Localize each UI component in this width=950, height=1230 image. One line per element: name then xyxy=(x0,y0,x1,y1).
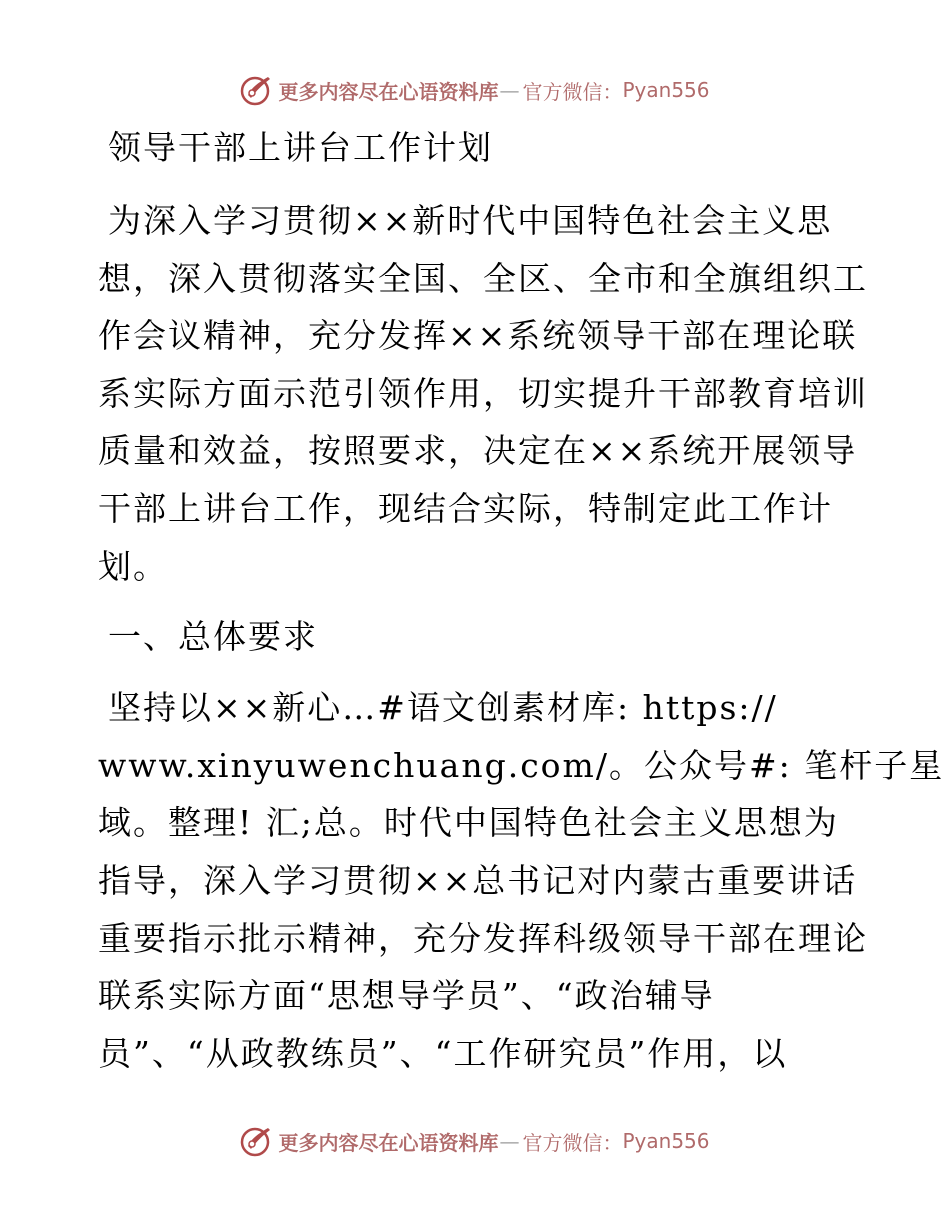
text-line: 质量和效益，按照要求，决定在××系统开展领导 xyxy=(98,431,858,471)
document-body xyxy=(98,120,945,1082)
text-line: 重要指示批示精神，充分发挥科级领导干部在理论 xyxy=(98,918,868,958)
paragraph-intro xyxy=(98,192,868,595)
pen-logo-icon xyxy=(240,1124,274,1158)
section-heading: 一、总体要求 xyxy=(108,617,318,657)
text-line: www.xinyuwenchuang.com/。公众号#: 笔杆子星 xyxy=(98,745,945,785)
header-watermark xyxy=(0,70,950,110)
text-line: 干部上讲台工作，现结合实际，特制定此工作计 xyxy=(98,488,833,528)
document-title: 领导干部上讲台工作计划 xyxy=(108,128,493,167)
text-line: 划。 xyxy=(98,546,168,586)
footer-watermark xyxy=(0,1121,950,1161)
watermark-text: 更多内容尽在心语资料库 xyxy=(278,79,499,104)
watermark-dash: — xyxy=(499,1129,520,1153)
text-line: 员”、“从政教练员”、“工作研究员”作用，以 xyxy=(98,1033,788,1073)
watermark-text: 更多内容尽在心语资料库 xyxy=(278,1130,499,1155)
text-line: 联系实际方面“思想导学员”、“政治辅导 xyxy=(98,976,715,1016)
watermark-wechat-label: 官方微信： xyxy=(522,1130,623,1155)
watermark-wechat-id: Pyan556 xyxy=(622,78,710,102)
text-line: 想，深入贯彻落实全国、全区、全市和全旗组织工 xyxy=(98,258,868,298)
text-line: 坚持以××新心…#语文创素材库: https:// xyxy=(108,688,778,728)
paragraph-requirements xyxy=(98,679,945,1082)
watermark-wechat-id: Pyan556 xyxy=(622,1129,710,1153)
text-line: 系实际方面示范引领作用，切实提升干部教育培训 xyxy=(98,373,868,413)
watermark-dash: — xyxy=(499,78,520,102)
text-line: 作会议精神，充分发挥××系统领导干部在理论联 xyxy=(98,316,858,356)
watermark-wechat-label: 官方微信： xyxy=(522,79,623,104)
text-line: 指导，深入学习贯彻××总书记对内蒙古重要讲话 xyxy=(98,860,858,900)
pen-logo-icon xyxy=(240,73,274,107)
text-line: 域。整理! 汇;总。时代中国特色社会主义思想为 xyxy=(98,803,839,843)
text-line: 为深入学习贯彻××新时代中国特色社会主义思 xyxy=(108,201,833,240)
